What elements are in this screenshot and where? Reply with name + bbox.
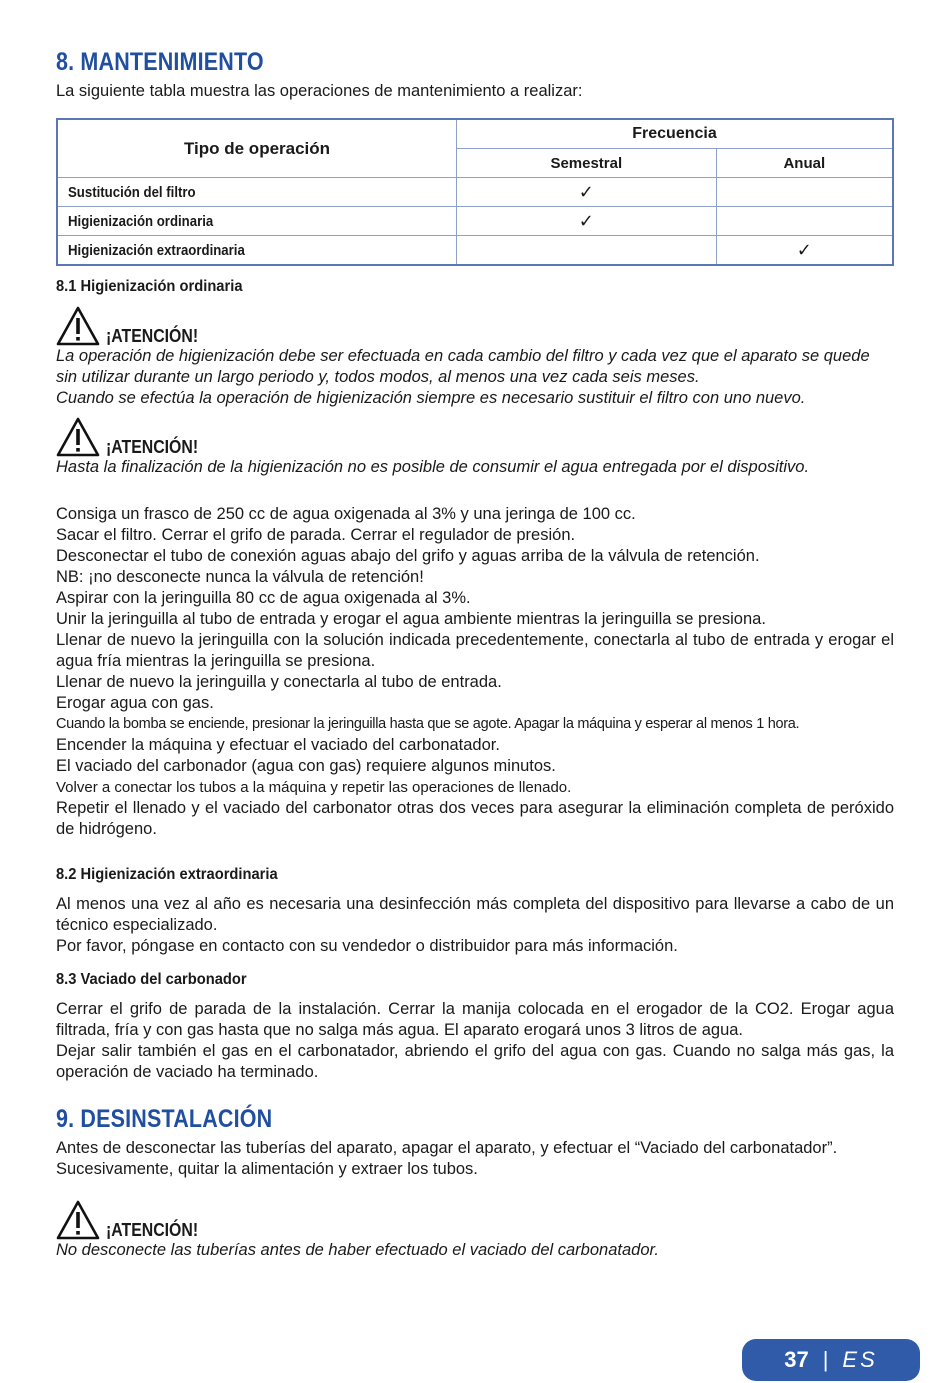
- table-header-row: [57, 119, 893, 149]
- step-text: Sacar el filtro. Cerrar el grifo de parada. Cerrar el regulador de presión.: [56, 526, 576, 544]
- table-row: [57, 178, 893, 207]
- section-8-1-title: 8.1 Higienización ordinaria: [56, 278, 243, 295]
- step-text: Llenar de nuevo la jeringuilla con la solución indicada precedentemente, conectarla al tubo de entrada y erogar el agua fría mientras la jeringuilla se presiona.: [56, 631, 894, 670]
- warning-text: La operación de higienización debe ser efectuada en cada cambio del filtro y cada vez que el aparato se quede sin utilizar durante un largo periodo y, todos modos, al menos una vez cada seis meses.: [56, 347, 870, 386]
- step-text: Encender la máquina y efectuar el vaciado del carbonatador.: [56, 736, 500, 754]
- table-row: [57, 236, 893, 266]
- page-number: 37: [784, 1347, 809, 1372]
- page-separator: |: [822, 1347, 829, 1372]
- language-code: ES: [842, 1347, 878, 1372]
- maintenance-table: [56, 118, 894, 266]
- table-cell: [716, 207, 893, 236]
- step-text: Aspirar con la jeringuilla 80 cc de agua oxigenada al 3%.: [56, 589, 471, 607]
- column-header-anual: Anual: [716, 149, 893, 178]
- warning-heading: [56, 1200, 894, 1240]
- step-text: Repetir el llenado y el vaciado del carbonator otras dos veces para asegurar la eliminación completa de peróxido de hidrógeno.: [56, 799, 894, 838]
- paragraph: Cerrar el grifo de parada de la instalación. Cerrar la manija colocada en el erogador de la CO2. Erogar agua filtrada, fría y con gas hasta que no salga más agua. El aparato erogará unos 3 litros de agua.: [56, 1000, 894, 1039]
- warning-title: ¡ATENCIÓN!: [106, 326, 199, 346]
- check-icon: ✓: [457, 178, 717, 207]
- row-label: Higienización ordinaria: [57, 207, 457, 236]
- table-cell: [716, 178, 893, 207]
- section-8-3-title: 8.3 Vaciado del carbonador: [56, 971, 247, 988]
- warning-heading: [56, 306, 894, 346]
- step-text: Volver a conectar los tubos a la máquina y repetir las operaciones de llenado.: [56, 779, 572, 796]
- step-text: Cuando la bomba se enciende, presionar la jeringuilla hasta que se agote. Apagar la máquina y esperar al menos 1 hora.: [56, 716, 800, 732]
- warning-title: ¡ATENCIÓN!: [106, 1220, 199, 1240]
- column-header-frecuencia: Frecuencia: [457, 119, 894, 149]
- column-header-tipo: Tipo de operación: [57, 119, 457, 178]
- warning-triangle-icon: [56, 306, 100, 346]
- document-page: [56, 48, 894, 1261]
- table-row: [57, 207, 893, 236]
- page-number-badge: [742, 1339, 920, 1381]
- paragraph: Antes de desconectar las tuberías del aparato, apagar el aparato, y efectuar el “Vaciado del carbonatador”.: [56, 1139, 838, 1157]
- column-header-semestral: Semestral: [457, 149, 717, 178]
- section-9-title: 9. DESINSTALACIÓN: [56, 1105, 273, 1133]
- paragraph: Al menos una vez al año es necesaria una desinfección más completa del dispositivo para llevarse a cabo de un técnico especializado.: [56, 895, 894, 934]
- row-label: Higienización extraordinaria: [57, 236, 457, 266]
- section-8-2-title: 8.2 Higienización extraordinaria: [56, 866, 278, 883]
- warning-triangle-icon: [56, 1200, 100, 1240]
- check-icon: ✓: [716, 236, 893, 266]
- section-8-intro: La siguiente tabla muestra las operaciones de mantenimiento a realizar:: [56, 82, 583, 100]
- warning-text: No desconecte las tuberías antes de haber efectuado el vaciado del carbonatador.: [56, 1241, 659, 1259]
- step-text: NB: ¡no desconecte nunca la válvula de retención!: [56, 568, 424, 586]
- step-text: Unir la jeringuilla al tubo de entrada y erogar el agua ambiente mientras la jeringuilla se presiona.: [56, 610, 766, 628]
- warning-text: Cuando se efectúa la operación de higienización siempre es necesario sustituir el filtro con uno nuevo.: [56, 389, 806, 407]
- warning-heading: [56, 417, 894, 457]
- step-text: Erogar agua con gas.: [56, 694, 214, 712]
- section-8-title: 8. MANTENIMIENTO: [56, 48, 264, 76]
- paragraph: Por favor, póngase en contacto con su vendedor o distribuidor para más información.: [56, 937, 678, 955]
- table-cell: [457, 236, 717, 266]
- step-text: Desconectar el tubo de conexión aguas abajo del grifo y aguas arriba de la válvula de retención.: [56, 547, 760, 565]
- paragraph: Dejar salir también el gas en el carbonatador, abriendo el grifo del agua con gas. Cuando no salga más gas, la operación de vaciado ha terminado.: [56, 1042, 894, 1081]
- step-text: Llenar de nuevo la jeringuilla y conectarla al tubo de entrada.: [56, 673, 502, 691]
- step-text: Consiga un frasco de 250 cc de agua oxigenada al 3% y una jeringa de 100 cc.: [56, 505, 636, 523]
- paragraph: Sucesivamente, quitar la alimentación y extraer los tubos.: [56, 1160, 478, 1178]
- check-icon: ✓: [457, 207, 717, 236]
- warning-title: ¡ATENCIÓN!: [106, 437, 199, 457]
- warning-triangle-icon: [56, 417, 100, 457]
- procedure-steps: [56, 504, 894, 840]
- step-text: El vaciado del carbonador (agua con gas) requiere algunos minutos.: [56, 757, 556, 775]
- warning-text: Hasta la finalización de la higienización no es posible de consumir el agua entregada por el dispositivo.: [56, 458, 810, 476]
- row-label: Sustitución del filtro: [57, 178, 457, 207]
